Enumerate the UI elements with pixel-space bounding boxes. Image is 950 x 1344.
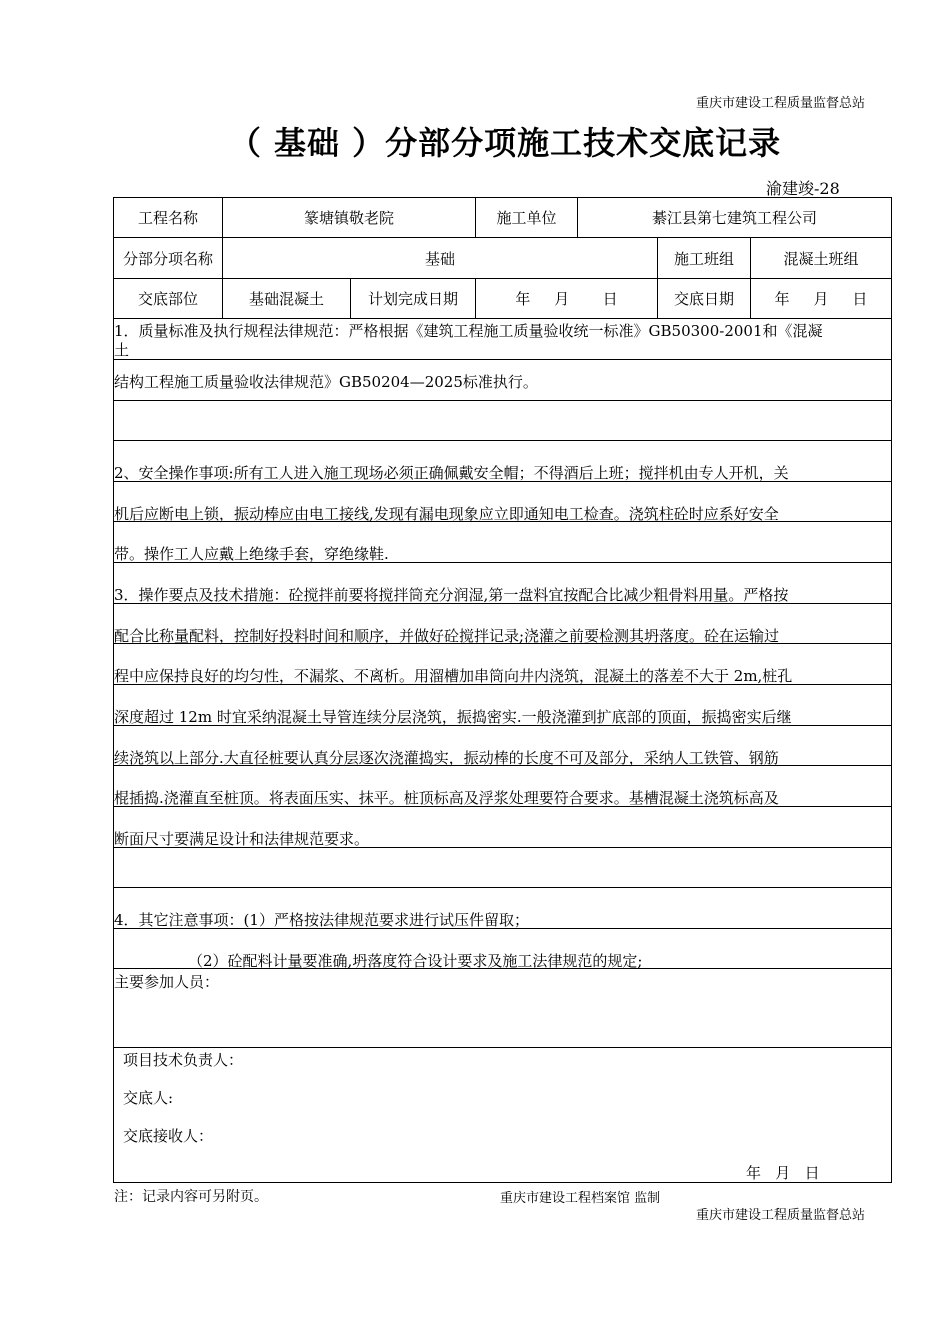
content-line: 机后应断电上锁，振动棒应由电工接线,发现有漏电现象应立即通知电工检查。浇筑柱砼时应系好安全 xyxy=(114,505,779,523)
content-line: 配合比称量配料，控制好投料时间和顺序，并做好砼搅拌记录;浇灌之前要检测其坍落度。砼在运输过 xyxy=(114,627,780,645)
content-line: 带。操作工人应戴上绝缘手套，穿绝缘鞋. xyxy=(114,545,389,563)
footer-agency: 重庆市建设工程质量监督总站 xyxy=(696,1208,866,1223)
content-line: 3．操作要点及技术措施：砼搅拌前要将搅拌筒充分润湿,第一盘料宜按配合比减少粗骨料用量。严格按 xyxy=(114,586,789,604)
content-line: 断面尺寸要满足设计和法律规范要求。 xyxy=(114,830,370,848)
handover-person-signature-label: 交底人: xyxy=(123,1089,174,1107)
subitem-label: 分部分项名称 xyxy=(122,249,213,268)
handover-date-label: 交底日期 xyxy=(673,290,734,308)
footer-archive: 重庆市建设工程档案馆 监制 xyxy=(500,1191,661,1206)
page-title: （ 基础 ）分部分项施工技术交底记录 xyxy=(228,124,782,162)
content-line: 2、安全操作事项:所有工人进入施工现场必须正确佩戴安全帽；不得酒后上班；搅拌机由专人开机，关 xyxy=(114,464,789,482)
handover-date-value: 年 月 日 xyxy=(774,290,868,308)
team-value: 混凝土班组 xyxy=(783,249,859,268)
project-name-value: 篆塘镇敬老院 xyxy=(303,209,394,227)
contractor-label: 施工单位 xyxy=(496,209,557,227)
content-line: 结构工程施工质量验收法律规范》GB50204—2025标准执行。 xyxy=(114,373,538,391)
content-line: 土 xyxy=(114,341,130,359)
content-line: 程中应保持良好的均匀性，不漏浆、不离析。用溜槽加串筒向井内浇筑，混凝土的落差不大于 2m,桩孔 xyxy=(114,667,793,685)
content-line: 4．其它注意事项：(1）严格按法律规范要求进行试压件留取； xyxy=(114,911,529,929)
plan-date-value: 年 月 日 xyxy=(515,290,618,308)
content-line: 棍插捣.浇灌直至桩顶。将表面压实、抹平。桩顶标高及浮浆处理要符合要求。基槽混凝土浇筑标高及 xyxy=(114,789,779,807)
content-line: 1．质量标准及执行规程法律规范：严格根据《建筑工程施工质量验收统一标准》GB50300-2001和《混凝 xyxy=(114,322,823,340)
receiver-signature-label: 交底接收人： xyxy=(123,1127,214,1145)
content-line: 续浇筑以上部分.大直径桩要认真分层逐次浇灌捣实，振动棒的长度不可及部分，采纳人工铁管、钢筋 xyxy=(114,749,779,767)
team-label: 施工班组 xyxy=(673,249,734,268)
tech-lead-signature-label: 项目技术负责人： xyxy=(123,1051,244,1069)
subitem-value: 基础 xyxy=(424,249,455,268)
content-line: 深度超过 12m 时宜采纳混凝土导管连续分层浇筑，振捣密实.一般浇灌到扩底部的顶面，振捣密实后继 xyxy=(114,708,792,726)
footer-note: 注：记录内容可另附页。 xyxy=(114,1189,268,1205)
participants-label: 主要参加人员： xyxy=(114,973,220,991)
part-value: 基础混凝土 xyxy=(248,290,324,308)
header-agency: 重庆市建设工程质量监督总站 xyxy=(696,96,866,111)
signature-date: 年 月 日 xyxy=(746,1164,820,1182)
part-label: 交底部位 xyxy=(137,290,198,308)
project-name-label: 工程名称 xyxy=(137,209,198,227)
content-line: （2）砼配料计量要准确,坍落度符合设计要求及施工法律规范的规定; xyxy=(188,952,643,970)
contractor-value: 綦江县第七建筑工程公司 xyxy=(651,209,817,227)
form-number: 渝建竣-28 xyxy=(766,179,840,198)
plan-date-label: 计划完成日期 xyxy=(367,290,458,308)
